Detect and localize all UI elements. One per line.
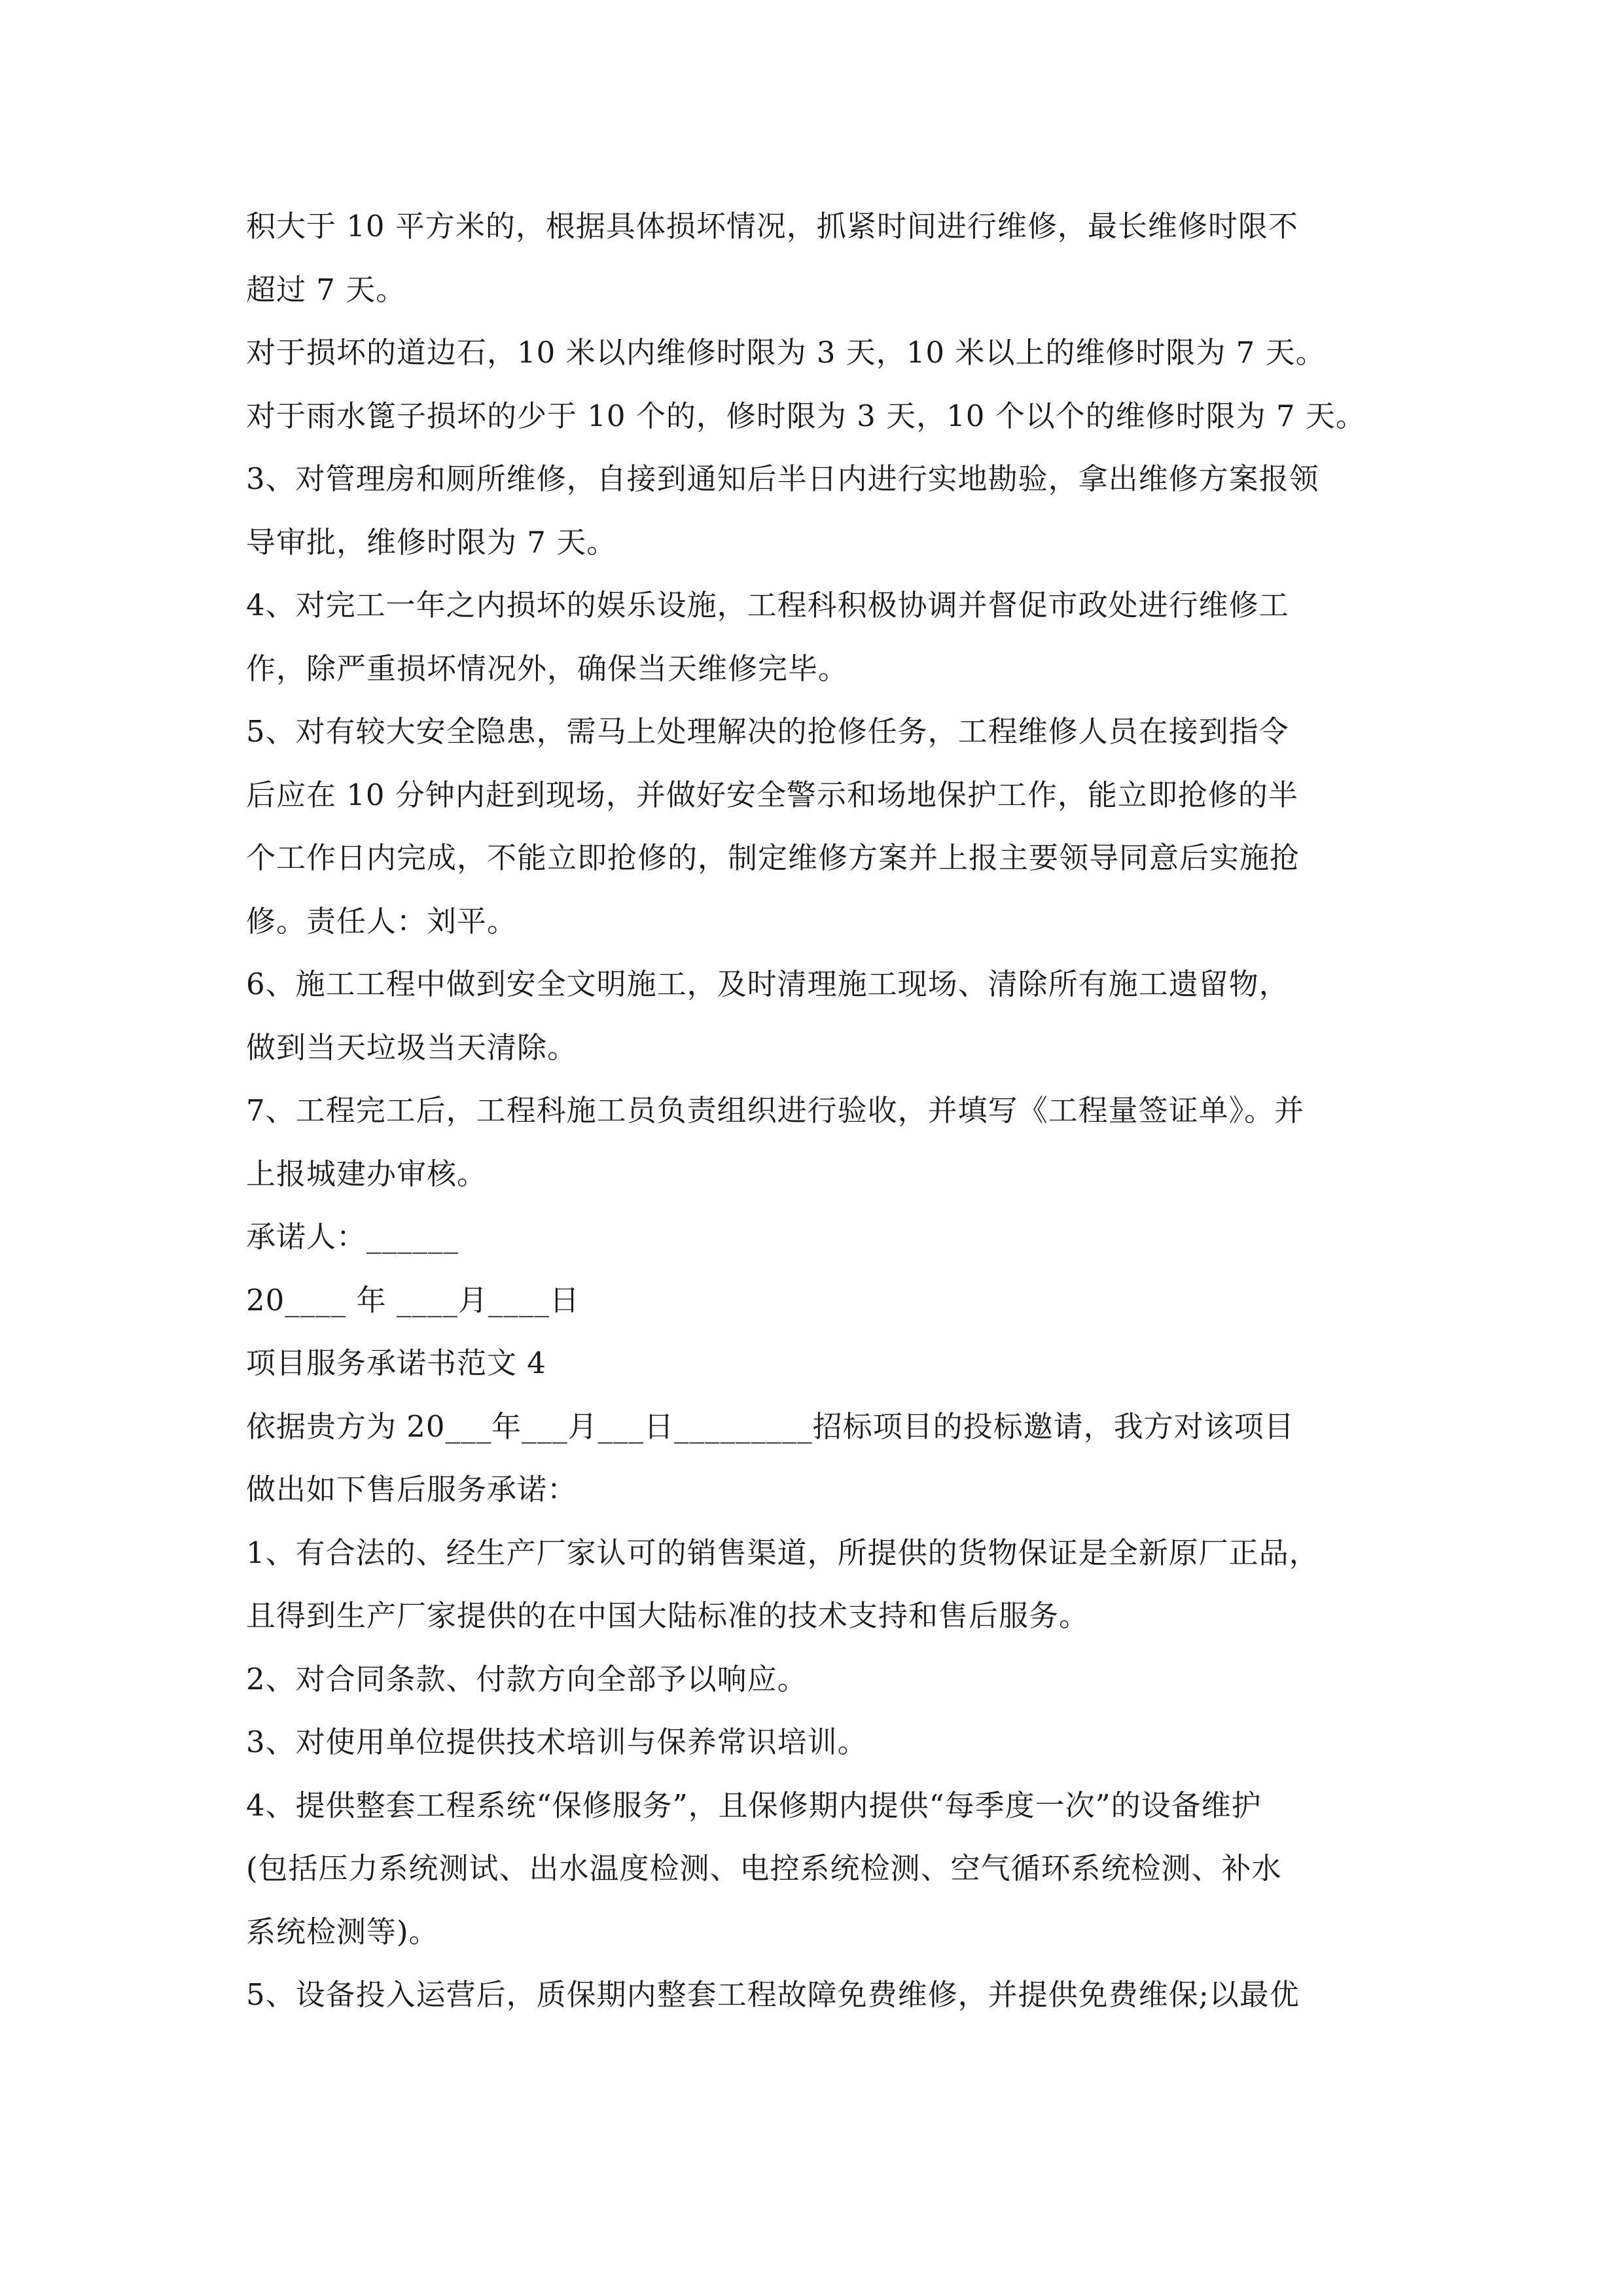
document-body <box>246 195 1381 2027</box>
text-line: 后应在 10 分钟内赶到现场，并做好安全警示和场地保护工作，能立即抢修的半 <box>246 777 1298 812</box>
text-line: 积大于 10 平方米的，根据具体损坏情况，抓紧时间进行维修，最长维修时限不 <box>246 209 1298 243</box>
text-line: 3、对管理房和厕所维修，自接到通知后半日内进行实地勘验，拿出维修方案报领 <box>246 461 1319 496</box>
text-line: 7、工程完工后，工程科施工员负责组织进行验收，并填写《工程量签证单》。并 <box>246 1093 1305 1128</box>
text-line: 依据贵方为 20___年___月___日_________招标项目的投标邀请，我方对该项目 <box>246 1408 1294 1444</box>
text-line: 6、施工工程中做到安全文明施工，及时清理施工现场、清除所有施工遗留物， <box>246 967 1289 1001</box>
text-line: 导审批，维修时限为 7 天。 <box>246 524 617 560</box>
text-line: 5、设备投入运营后，质保期内整套工程故障免费维修，并提供免费维保;以最优 <box>246 1977 1300 2012</box>
signature-line: 承诺人：______ <box>246 1219 459 1254</box>
text-line: 1、有合法的、经生产厂家认可的销售渠道，所提供的货物保证是全新原厂正品， <box>246 1535 1319 1570</box>
text-line: 修。责任人：刘平。 <box>246 903 518 939</box>
text-line: (包括压力系统测试、出水温度检测、电控系统检测、空气循环系统检测、补水 <box>246 1851 1282 1886</box>
text-line: 系统检测等)。 <box>246 1914 439 1949</box>
text-line: 超过 7 天。 <box>246 272 406 307</box>
text-line: 个工作日内完成，不能立即抢修的，制定维修方案并上报主要领导同意后实施抢 <box>246 840 1300 875</box>
text-line: 2、对合同条款、付款方向全部予以响应。 <box>246 1661 808 1696</box>
text-line: 对于损坏的道边石，10 米以内维修时限为 3 天，10 米以上的维修时限为 7 天。 <box>246 335 1326 370</box>
text-line: 对于雨水篦子损坏的少于 10 个的，修时限为 3 天，10 个以个的维修时限为 7 天。 <box>246 398 1366 433</box>
text-line: 4、提供整套工程系统“保修服务”，且保修期内提供“每季度一次”的设备维护 <box>246 1787 1262 1823</box>
text-line: 做到当天垃圾当天清除。 <box>246 1030 578 1065</box>
text-line: 3、对使用单位提供技术培训与保养常识培训。 <box>246 1725 868 1759</box>
text-line: 上报城建办审核。 <box>246 1156 488 1191</box>
text-line: 做出如下售后服务承诺： <box>246 1472 578 1507</box>
text-line: 作，除严重损坏情况外，确保当天维修完毕。 <box>246 651 849 686</box>
text-line: 4、对完工一年之内损坏的娱乐设施，工程科积极协调并督促市政处进行维修工 <box>246 588 1289 622</box>
date-line: 20____ 年 ____月____日 <box>246 1282 580 1318</box>
text-line: 5、对有较大安全隐患，需马上处理解决的抢修任务，工程维修人员在接到指令 <box>246 714 1289 749</box>
section-title: 项目服务承诺书范文 4 <box>246 1346 546 1380</box>
text-line: 且得到生产厂家提供的在中国大陆标准的技术支持和售后服务。 <box>246 1598 1090 1633</box>
